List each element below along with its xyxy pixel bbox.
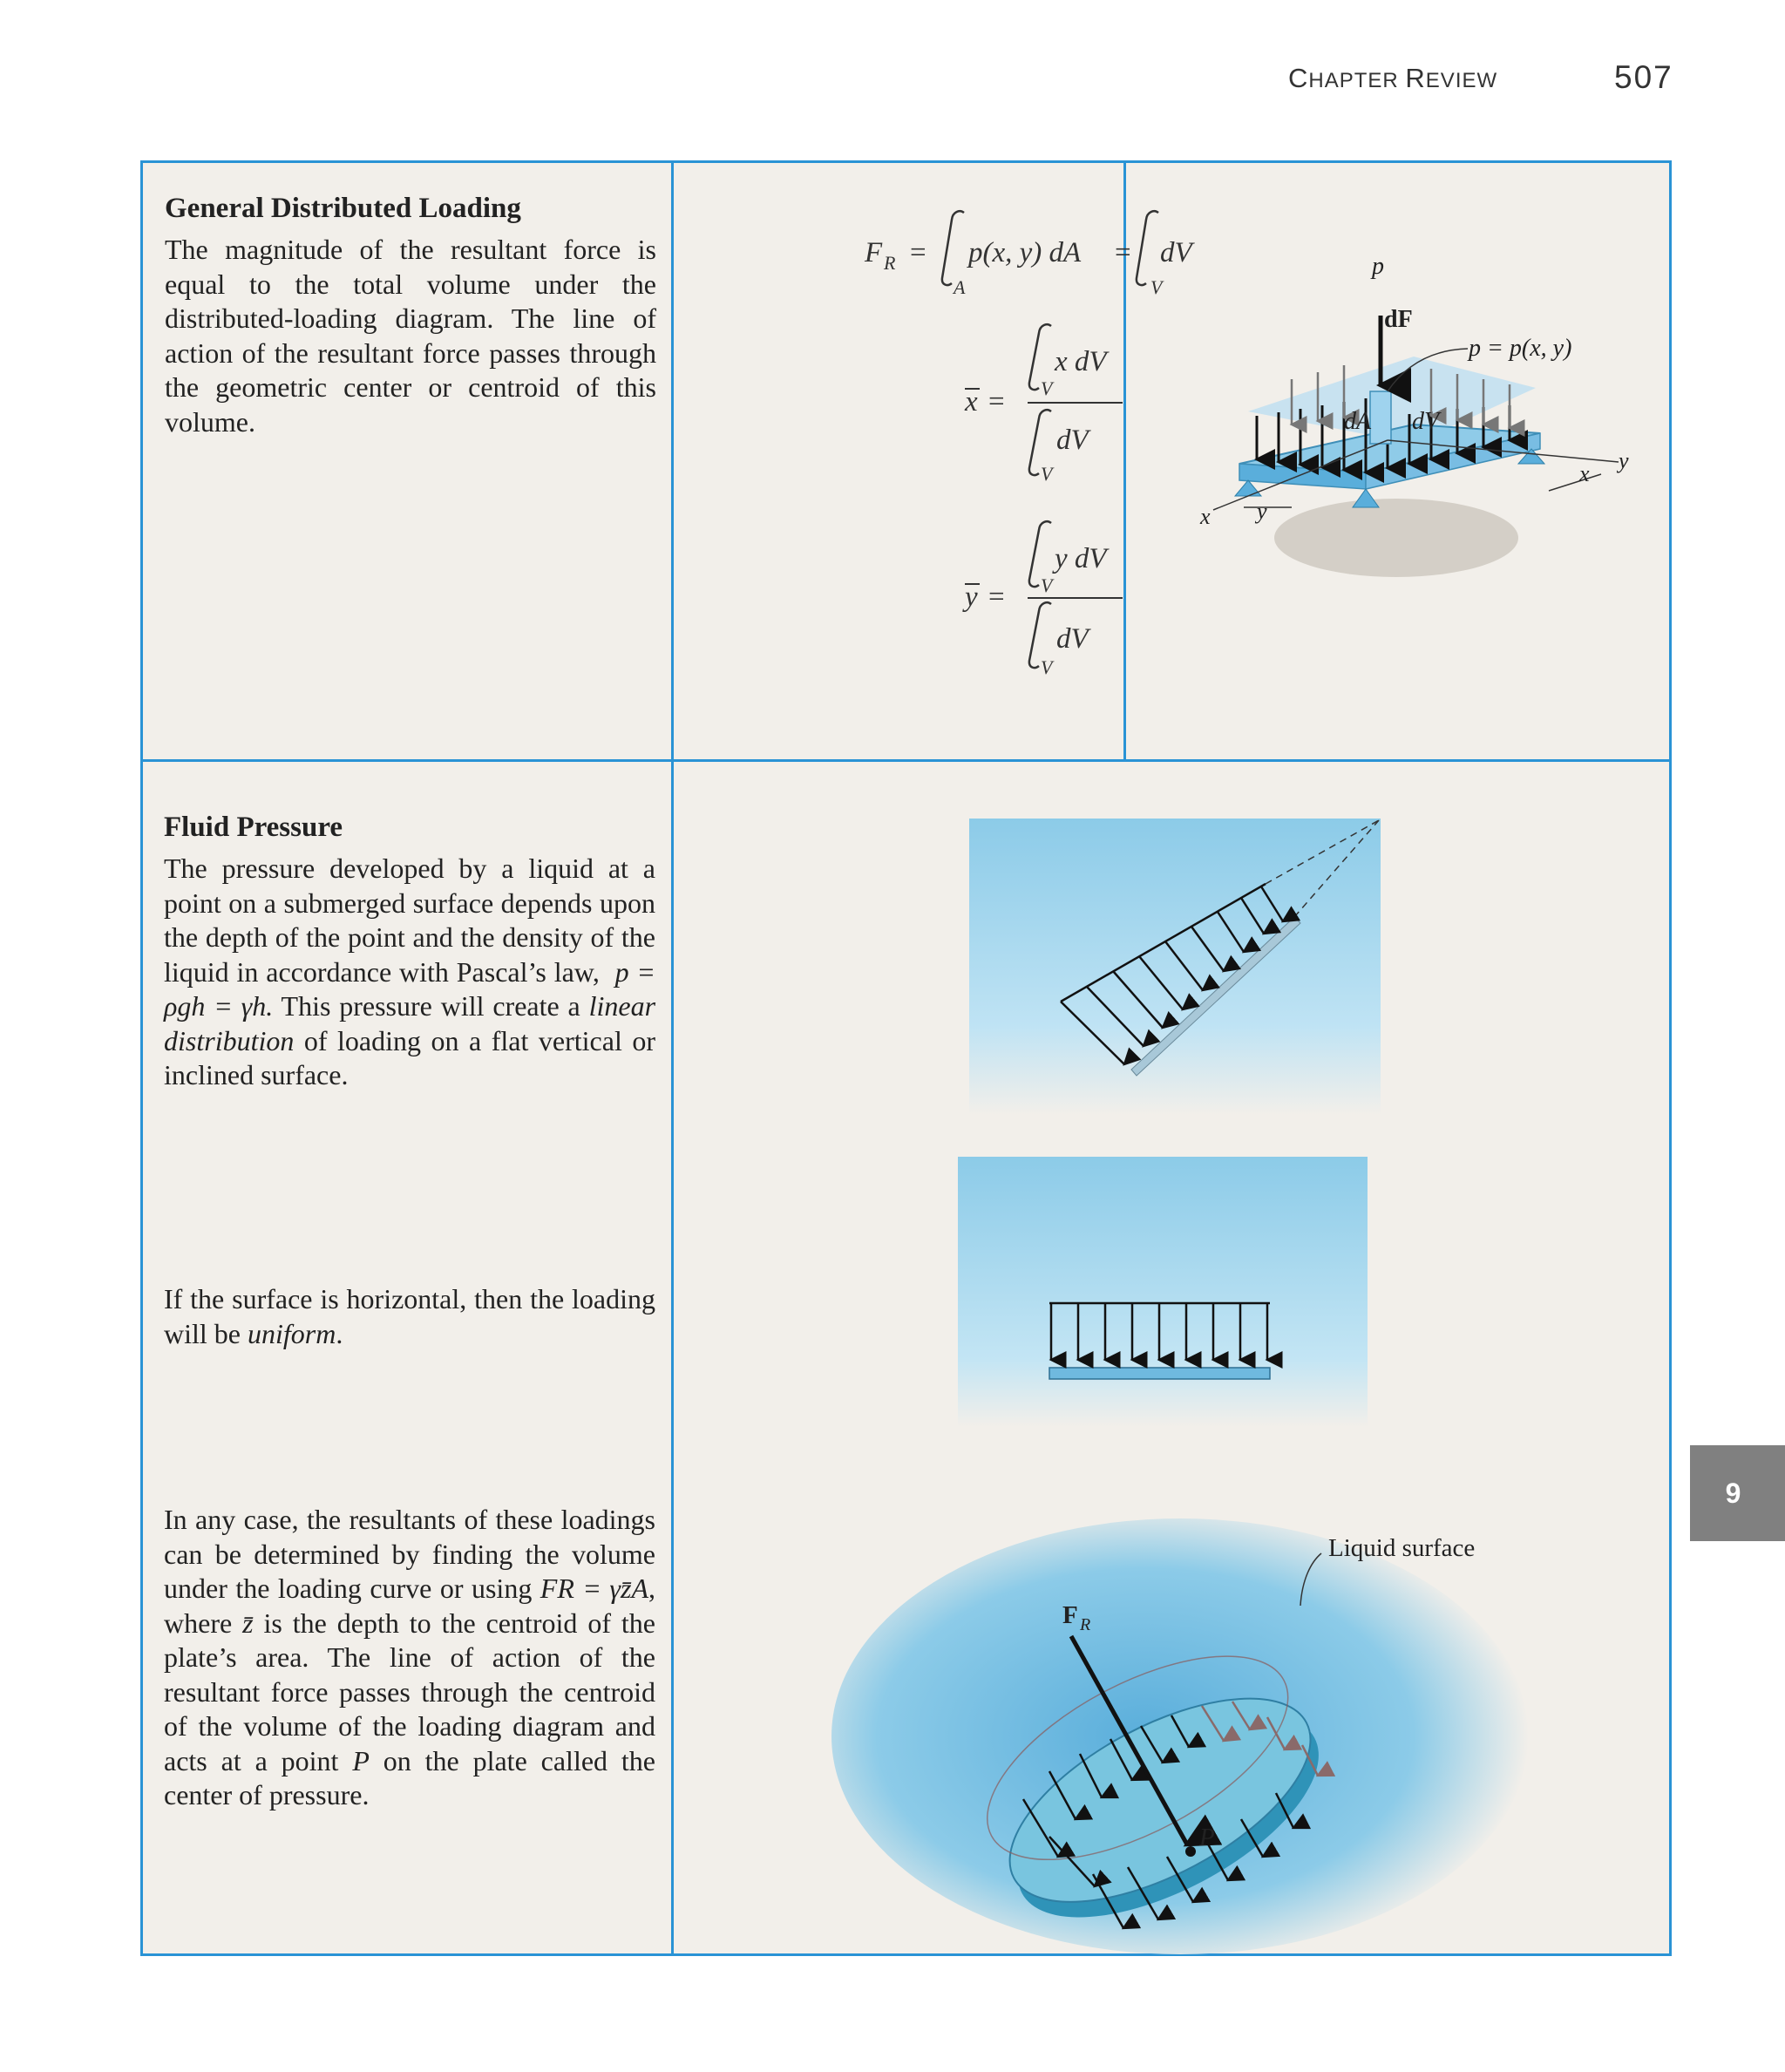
- eq-sign-2: =: [1115, 237, 1131, 268]
- pascal-law: p = ρgh = γh.: [164, 955, 656, 1022]
- xbar-numerator: x dV: [1055, 346, 1107, 377]
- header-letter-c: C: [1288, 63, 1309, 93]
- label-dV: dV: [1412, 408, 1440, 435]
- fluid-body-2: This pressure will create a: [281, 990, 580, 1022]
- general-loading-heading: General Distributed Loading: [165, 193, 521, 224]
- subscript-A: A: [954, 276, 966, 298]
- horizontal-plate: [1049, 1368, 1270, 1379]
- label-liquid-surface: Liquid surface: [1328, 1534, 1476, 1562]
- sub-V-ynum: V: [1041, 574, 1053, 596]
- chapter-review-table: [140, 160, 1672, 1956]
- dV-element: [1370, 391, 1391, 444]
- header-text-1: HAPTER: [1308, 69, 1406, 92]
- equations: [675, 172, 1192, 756]
- fluid-pressure-text: [164, 810, 655, 1093]
- xbar-symbol: x: [965, 386, 978, 418]
- page-number: 507: [1614, 59, 1673, 95]
- ybar-numerator: y dV: [1055, 543, 1107, 574]
- subscript-V-1: V: [1150, 276, 1163, 298]
- resultant-body-2: , where: [164, 1573, 656, 1639]
- fluid-body-1: The pressure developed by a liquid at a point on a submerged surface depends upon the depth of the point and the density of the liquid in accordance with Pascal’s law,: [164, 853, 655, 988]
- shadow: [1274, 499, 1518, 577]
- label-dF: dF: [1384, 306, 1413, 333]
- fluid-pressure-heading: Fluid Pressure: [164, 812, 343, 843]
- sub-V-xnum: V: [1041, 377, 1053, 399]
- dim-x: x: [1579, 461, 1590, 486]
- fluid-body-3: of loading on a flat vertical or inclined surface.: [164, 1024, 656, 1090]
- point-P: P: [352, 1744, 370, 1776]
- ybar-denominator: dV: [1056, 623, 1089, 655]
- linear-distribution: linear distribution: [164, 990, 656, 1056]
- fr-subscript: R: [884, 252, 896, 274]
- dim-y: y: [1257, 499, 1267, 524]
- eq-sign-y: =: [988, 581, 1005, 613]
- column-divider: [671, 163, 674, 1953]
- integral-sign-1: [942, 211, 964, 285]
- header-letter-r: R: [1405, 63, 1426, 93]
- zbar: z̄: [242, 1607, 254, 1639]
- xbar-denominator: dV: [1056, 425, 1089, 456]
- eq-sign-x: =: [988, 386, 1005, 418]
- inclined-surface-figure: [969, 819, 1381, 1115]
- label-dA: dA: [1344, 408, 1372, 435]
- fluid-pressure-body: [164, 852, 655, 1093]
- sub-V-xden: V: [1041, 463, 1053, 485]
- fr-symbol: F: [865, 237, 883, 268]
- label-p-eq: p = p(x, y): [1469, 335, 1572, 362]
- chapter-tab: 9: [1690, 1445, 1785, 1541]
- label-FR-sub: R: [1080, 1615, 1091, 1634]
- sub-V-yden: V: [1041, 656, 1053, 678]
- running-header: [1288, 63, 1497, 94]
- label-P: P: [1199, 1824, 1215, 1851]
- general-loading-body: The magnitude of the resultant force is equal to the total volume under the distributed-loading diagram. The line of action of the resultant force passes through the geometric center or centroid of this volume.: [165, 234, 656, 438]
- header-text-2: EVIEW: [1425, 69, 1498, 92]
- label-p: p: [1372, 253, 1384, 280]
- resultant-formula: FR = γz̄A: [540, 1573, 649, 1604]
- ybar-symbol: y: [965, 581, 978, 613]
- distributed-loading-figure: [1126, 163, 1669, 759]
- uniform-word: uniform: [247, 1317, 336, 1349]
- axis-y: y: [1619, 448, 1629, 473]
- resultant-body-1: In any case, the resultants of these loadings can be determined by finding the volume under the loading curve or using: [164, 1504, 655, 1604]
- integrand-dV-1: dV: [1160, 237, 1192, 268]
- horizontal-text: If the surface is horizontal, then the loading will be uniform.: [164, 1283, 655, 1349]
- water-background: [969, 819, 1381, 1115]
- support-2: [1353, 489, 1379, 507]
- horizontal-surface-figure: [958, 1157, 1368, 1427]
- center-of-pressure-dot: [1185, 1846, 1196, 1857]
- row-divider: [143, 759, 1669, 762]
- horizontal-body: If the surface is horizontal, then the loading will be: [164, 1283, 655, 1349]
- axis-x: x: [1200, 504, 1211, 529]
- eq-sign-1: =: [910, 237, 926, 268]
- label-FR: F: [1062, 1601, 1078, 1629]
- support-1: [1235, 480, 1261, 496]
- submerged-plate-figure: [840, 1492, 1651, 1950]
- resultant-body-4: on the plate called the center of pressure.: [164, 1744, 656, 1810]
- general-loading-text: [165, 191, 656, 439]
- resultant-text: [164, 1503, 655, 1813]
- integrand-pxy: p(x, y) dA: [968, 237, 1082, 268]
- resultant-body-3: is the depth to the centroid of the plate’s area. The line of action of the resultant force passes through the centroid of the volume of the loading diagram and acts at a point: [164, 1607, 656, 1776]
- water-background-2: [958, 1157, 1368, 1427]
